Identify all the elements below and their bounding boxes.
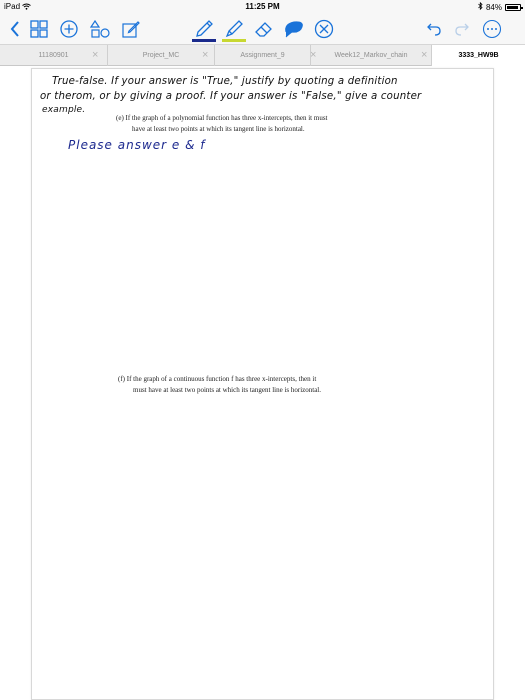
eraser-icon <box>254 19 274 39</box>
battery-percent: 84% <box>485 2 502 12</box>
shapes-button[interactable] <box>88 18 112 40</box>
more-button[interactable] <box>480 18 504 40</box>
edit-text-button[interactable] <box>120 18 142 40</box>
close-tab-icon[interactable]: × <box>310 49 317 61</box>
tab-assignment-9[interactable] <box>215 45 311 66</box>
close-tool-button[interactable] <box>312 18 336 40</box>
problem-f-line-2: must have at least two points at which its tangent line is horizontal. <box>133 386 321 394</box>
bluetooth-icon <box>478 2 483 12</box>
tab-label: Assignment_9 <box>240 52 285 59</box>
chevron-left-icon <box>10 21 20 37</box>
add-page-button[interactable] <box>58 18 80 40</box>
toolbar <box>0 14 525 44</box>
redo-button[interactable] <box>452 18 472 40</box>
problem-e-line-2: have at least two points at which its tangent line is horizontal. <box>132 125 305 133</box>
close-tab-icon[interactable]: × <box>92 49 99 61</box>
highlighter-tool-button[interactable] <box>222 18 246 40</box>
handwritten-line-2: or therom, or by giving a proof. If your answer is "False," give a counter <box>40 91 422 102</box>
back-button[interactable] <box>8 18 22 40</box>
thumbnails-button[interactable] <box>28 18 50 40</box>
highlighter-color-indicator <box>222 39 246 42</box>
tab-project-mc[interactable] <box>108 45 215 66</box>
tab-week12-markov-chain[interactable] <box>311 45 432 66</box>
close-tab-icon[interactable]: × <box>202 49 209 61</box>
status-right <box>478 2 521 12</box>
document-viewer[interactable] <box>0 66 525 700</box>
tab-label: 11180901 <box>38 52 69 59</box>
tab-label: 3333_HW9B <box>458 52 499 59</box>
pen-color-indicator <box>192 39 216 42</box>
lasso-icon <box>283 19 305 39</box>
handwritten-note: Please answer e & f <box>68 138 206 152</box>
handwritten-line-1: True-false. If your answer is "True," justify by quoting a definition <box>52 76 398 87</box>
close-tab-icon[interactable]: × <box>421 49 428 61</box>
tab-3333-hw9b[interactable] <box>432 45 525 66</box>
thumbnails-icon <box>30 20 48 38</box>
undo-button[interactable] <box>424 18 444 40</box>
document-page[interactable] <box>31 68 494 700</box>
pen-tool-button[interactable] <box>192 18 216 40</box>
lasso-tool-button[interactable] <box>282 18 306 40</box>
clock: 11:25 PM <box>245 2 280 11</box>
problem-f-line-1: (f) If the graph of a continuous function f has three x-intercepts, then it <box>118 375 317 383</box>
add-icon <box>60 20 78 38</box>
handwritten-line-3: example. <box>42 105 86 115</box>
status-bar <box>0 0 525 14</box>
device-name: iPad <box>4 2 21 11</box>
redo-icon <box>454 22 470 36</box>
pen-icon <box>194 19 214 39</box>
shapes-icon <box>90 20 110 38</box>
highlighter-icon <box>224 19 244 39</box>
battery-icon <box>505 4 521 11</box>
more-icon <box>482 19 502 39</box>
eraser-tool-button[interactable] <box>252 18 276 40</box>
close-circle-icon <box>314 19 334 39</box>
problem-e-line-1: (e) If the graph of a polynomial function has three x-intercepts, then it must <box>116 114 328 122</box>
tab-label: Week12_Markov_chain <box>334 52 408 59</box>
edit-text-icon <box>122 20 140 38</box>
tab-bar <box>0 44 525 66</box>
tab-label: Project_MC <box>142 52 180 59</box>
undo-icon <box>426 22 442 36</box>
